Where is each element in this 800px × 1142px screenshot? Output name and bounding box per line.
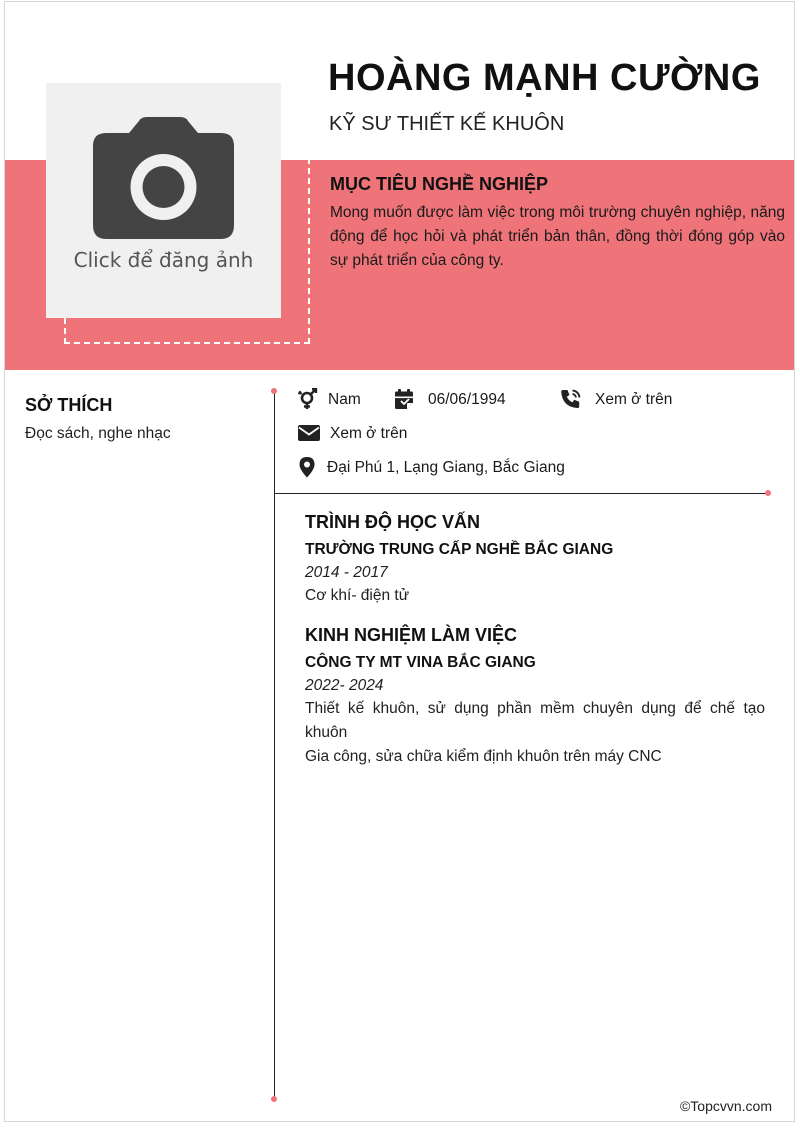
birthday-value: 06/06/1994 [428, 391, 506, 408]
education-school: TRƯỜNG TRUNG CẤP NGHỀ BẮC GIANG [305, 541, 614, 558]
job-title: KỸ SƯ THIẾT KẾ KHUÔN [329, 113, 565, 135]
hobbies-section [25, 395, 255, 443]
education-major: Cơ khí- điện tử [305, 587, 410, 604]
email-value: Xem ở trên [330, 425, 408, 442]
candidate-name: HOÀNG MẠNH CƯỜNG [328, 57, 761, 99]
experience-company: CÔNG TY MT VINA BẮC GIANG [305, 654, 536, 671]
timeline-dot-bottom [271, 1096, 277, 1102]
address-value: Đại Phú 1, Lạng Giang, Bắc Giang [327, 459, 565, 476]
phone-icon [560, 388, 582, 410]
cv-page [4, 1, 795, 1122]
hobbies-text: Đọc sách, nghe nhạc [25, 425, 171, 442]
calendar-icon [393, 388, 415, 410]
envelope-icon [297, 422, 321, 444]
objective-section [330, 174, 785, 273]
education-heading: TRÌNH ĐỘ HỌC VẤN [305, 512, 480, 532]
education-period: 2014 - 2017 [305, 564, 388, 581]
location-pin-icon [297, 456, 317, 478]
gender-icon [297, 388, 319, 410]
photo-upload-area[interactable] [46, 83, 281, 318]
timeline-vertical-line [274, 390, 275, 1100]
timeline-dot-top [271, 388, 277, 394]
experience-duty: Gia công, sửa chữa kiểm định khuôn trên máy CNC [305, 748, 662, 765]
experience-duty: Thiết kế khuôn, sử dụng phần mềm chuyên dụng để chế tạo khuôn [305, 700, 765, 741]
contact-divider-line [274, 493, 770, 494]
objective-text: Mong muốn được làm việc trong môi trường chuyên nghiệp, năng động để học hỏi và phát triển bản thân, đồng thời đóng góp vào sự phát triển của công ty. [330, 204, 785, 269]
experience-period: 2022- 2024 [305, 677, 384, 694]
education-section [305, 512, 765, 608]
experience-section [305, 625, 765, 769]
camera-icon [93, 117, 234, 239]
hobbies-heading: SỞ THÍCH [25, 395, 113, 415]
photo-upload-label: Click để đăng ảnh [73, 248, 254, 272]
footer-copyright: ©Topcvvn.com [679, 1098, 772, 1114]
divider-dot-right [765, 490, 771, 496]
gender-value: Nam [328, 391, 361, 408]
phone-value: Xem ở trên [595, 391, 673, 408]
experience-heading: KINH NGHIỆM LÀM VIỆC [305, 625, 518, 645]
objective-heading: MỤC TIÊU NGHỀ NGHIỆP [330, 174, 549, 194]
